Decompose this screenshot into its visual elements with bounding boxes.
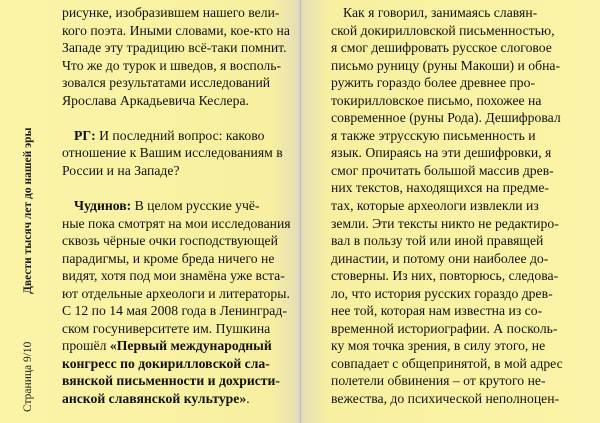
interviewer-speaker-label: РГ: — [74, 127, 96, 143]
paragraph-gap — [62, 109, 298, 127]
text-line: я смог дешифровать русское слоговое — [331, 40, 552, 56]
text-line: династии, и потому они наиболее до- — [331, 250, 549, 266]
text-line: них текстов, находящихся на предме- — [331, 180, 549, 196]
conference-title: конгресс по докирилловской сла- — [62, 355, 270, 371]
text-line: России и на Западе? — [62, 162, 180, 178]
text-line: тах, которые археологи извлекли из — [331, 198, 539, 214]
text-line: ные пока смотрят на мои исследования — [62, 215, 291, 231]
text-line: полетели обвинения – от крутого не- — [331, 373, 546, 389]
text-line: Что же до турок и шведов, я восполь- — [62, 57, 282, 73]
text-line: отношение к Вашим исследованиям в — [62, 145, 283, 161]
question-line — [62, 127, 298, 145]
text-line: ло, что история русских гораздо древ- — [331, 285, 553, 301]
text-line: С 12 по 14 мая 2008 года в Ленинград- — [62, 303, 287, 319]
text-line: язык. Опираясь на эти дешифровки, я — [331, 145, 552, 161]
book-title-header: Двести тысяч лет до нашей эры — [22, 127, 34, 294]
text-line: рисунке, изобразившем нашего вели- — [62, 5, 280, 20]
text-line: Западе эту традицию всё-таки помнит. — [62, 40, 287, 56]
conference-prefix: прошёл — [62, 338, 110, 354]
text-line: Как я говорил, занимаясь славян- — [343, 5, 538, 20]
conference-title: вянской письменности и дохристи- — [62, 373, 280, 389]
conference-line — [62, 390, 298, 408]
text-line: стоверны. Из них, повторюсь, следова- — [331, 268, 559, 284]
left-page-column — [62, 4, 298, 408]
paragraph-gap — [62, 179, 298, 197]
text-line: вежества, до психической неполноцен- — [331, 391, 560, 407]
text-line: Ярослава Аркадьевича Кеслера. — [62, 92, 249, 108]
text-line: ку моя точка зрения, в силу этого, не — [331, 338, 546, 354]
text-line: совпадает с общепринятой, в мой адрес — [331, 355, 563, 371]
answer-line — [62, 197, 298, 215]
conference-title: «Первый международный — [109, 338, 272, 354]
text-line: современное (руны Рода). Дешифровал — [331, 110, 561, 126]
text-line: кого поэта. Иными словами, кое-кто на — [62, 22, 290, 38]
text-line: сквозь чёрные очки господствующей — [62, 233, 278, 249]
text-line: видят, хотя под мои знамёна уже вста- — [62, 268, 285, 284]
conference-title: анской славянской культуре» — [62, 391, 247, 407]
text-line: ют отдельные археологи и литераторы. — [62, 285, 290, 301]
text-line: ском госуниверситете им. Пушкина — [62, 320, 271, 336]
page-number-label: Страница 9/10 — [22, 341, 34, 412]
text-line: временной историографии. А посколь- — [331, 320, 558, 336]
conference-line — [62, 337, 298, 355]
text-line: письмо руницу (руны Макоши) и обна- — [331, 57, 561, 73]
right-page-column — [331, 4, 580, 408]
answer-text: В целом русские учё- — [131, 198, 260, 214]
text-line: нее той, которая нам известна из со- — [331, 303, 543, 319]
book-spine — [300, 0, 301, 423]
text-line: ской докирилловской письменностью, — [331, 22, 555, 38]
text-line: парадигмы, и кроме бреда ничего не — [62, 250, 275, 266]
text-line: ружить гораздо более древнее про- — [331, 75, 536, 91]
text-line: я также этрусскую письменность и — [331, 127, 536, 143]
text-line: вал в пользу той или иной правящей — [331, 233, 544, 249]
running-header — [22, 0, 38, 423]
text-line: токирилловское письмо, похожее на — [331, 92, 542, 108]
text-line: зовался результатами исследований — [62, 75, 271, 91]
sentence-end: . — [246, 391, 250, 407]
question-text: И последний вопрос: каково — [95, 127, 265, 143]
text-line: смог прочитать большой массив древ- — [331, 162, 554, 178]
respondent-speaker-label: Чудинов: — [74, 198, 132, 214]
text-line: земли. Эти тексты никто не редактиро- — [331, 215, 559, 231]
